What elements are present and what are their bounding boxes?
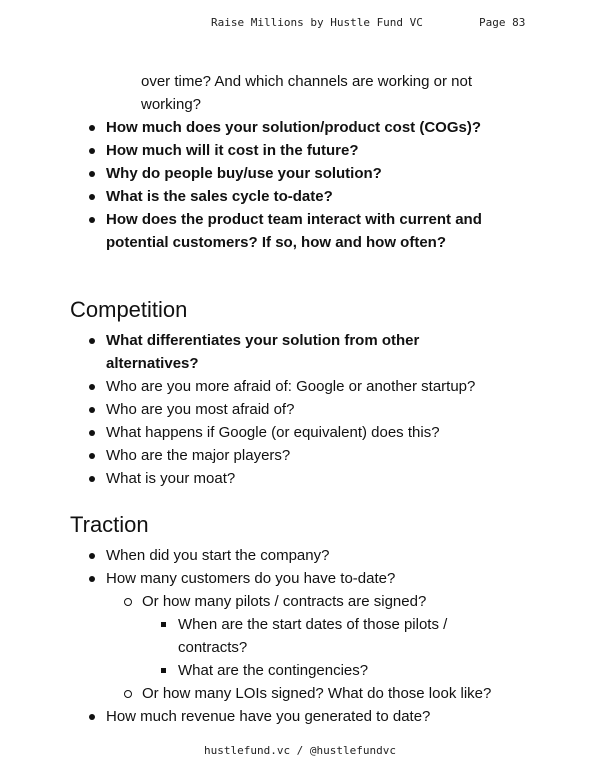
list-item: What is the sales cycle to-date? <box>0 185 506 208</box>
list-item <box>0 567 506 705</box>
list-item: How much will it cost in the future? <box>0 139 506 162</box>
list-item: How does the product team interact with current and potential customers? If so, how and how often? <box>0 208 506 254</box>
list-item: What is your moat? <box>0 467 506 490</box>
footer: hustlefund.vc / @hustlefundvc <box>203 744 397 757</box>
list-item: Why do people buy/use your solution? <box>0 162 506 185</box>
sublist-item-text: Or how many pilots / contracts are signed? <box>142 593 427 610</box>
traction-heading: Traction <box>70 512 149 537</box>
list-item: Who are you more afraid of: Google or another startup? <box>0 375 506 398</box>
list-item: How much does your solution/product cost (COGs)? <box>0 116 506 139</box>
sublist-item <box>106 590 506 682</box>
list-item: How much revenue have you generated to date? <box>0 705 506 728</box>
product-questions-list <box>0 116 506 254</box>
traction-list <box>0 544 506 728</box>
continued-text: over time? And which channels are working or not working? <box>141 73 473 113</box>
list-item: What happens if Google (or equivalent) does this? <box>0 421 506 444</box>
list-item: Who are you most afraid of? <box>0 398 506 421</box>
list-item: When did you start the company? <box>0 544 506 567</box>
sublist-item: Or how many LOIs signed? What do those look like? <box>106 682 506 705</box>
sub-sublist-item: When are the start dates of those pilots / contracts? <box>142 613 506 659</box>
list-item: What differentiates your solution from other alternatives? <box>0 329 506 375</box>
competition-list <box>0 329 506 490</box>
sub-sublist-item: What are the contingencies? <box>142 659 506 682</box>
list-item: Who are the major players? <box>0 444 506 467</box>
page-number: Page 83 <box>479 16 526 29</box>
list-item-text: How many customers do you have to-date? <box>106 570 396 587</box>
sublist <box>106 590 506 705</box>
competition-heading: Competition <box>70 297 188 322</box>
sub-sublist <box>142 613 506 682</box>
document-title: Raise Millions by Hustle Fund VC <box>211 16 423 29</box>
